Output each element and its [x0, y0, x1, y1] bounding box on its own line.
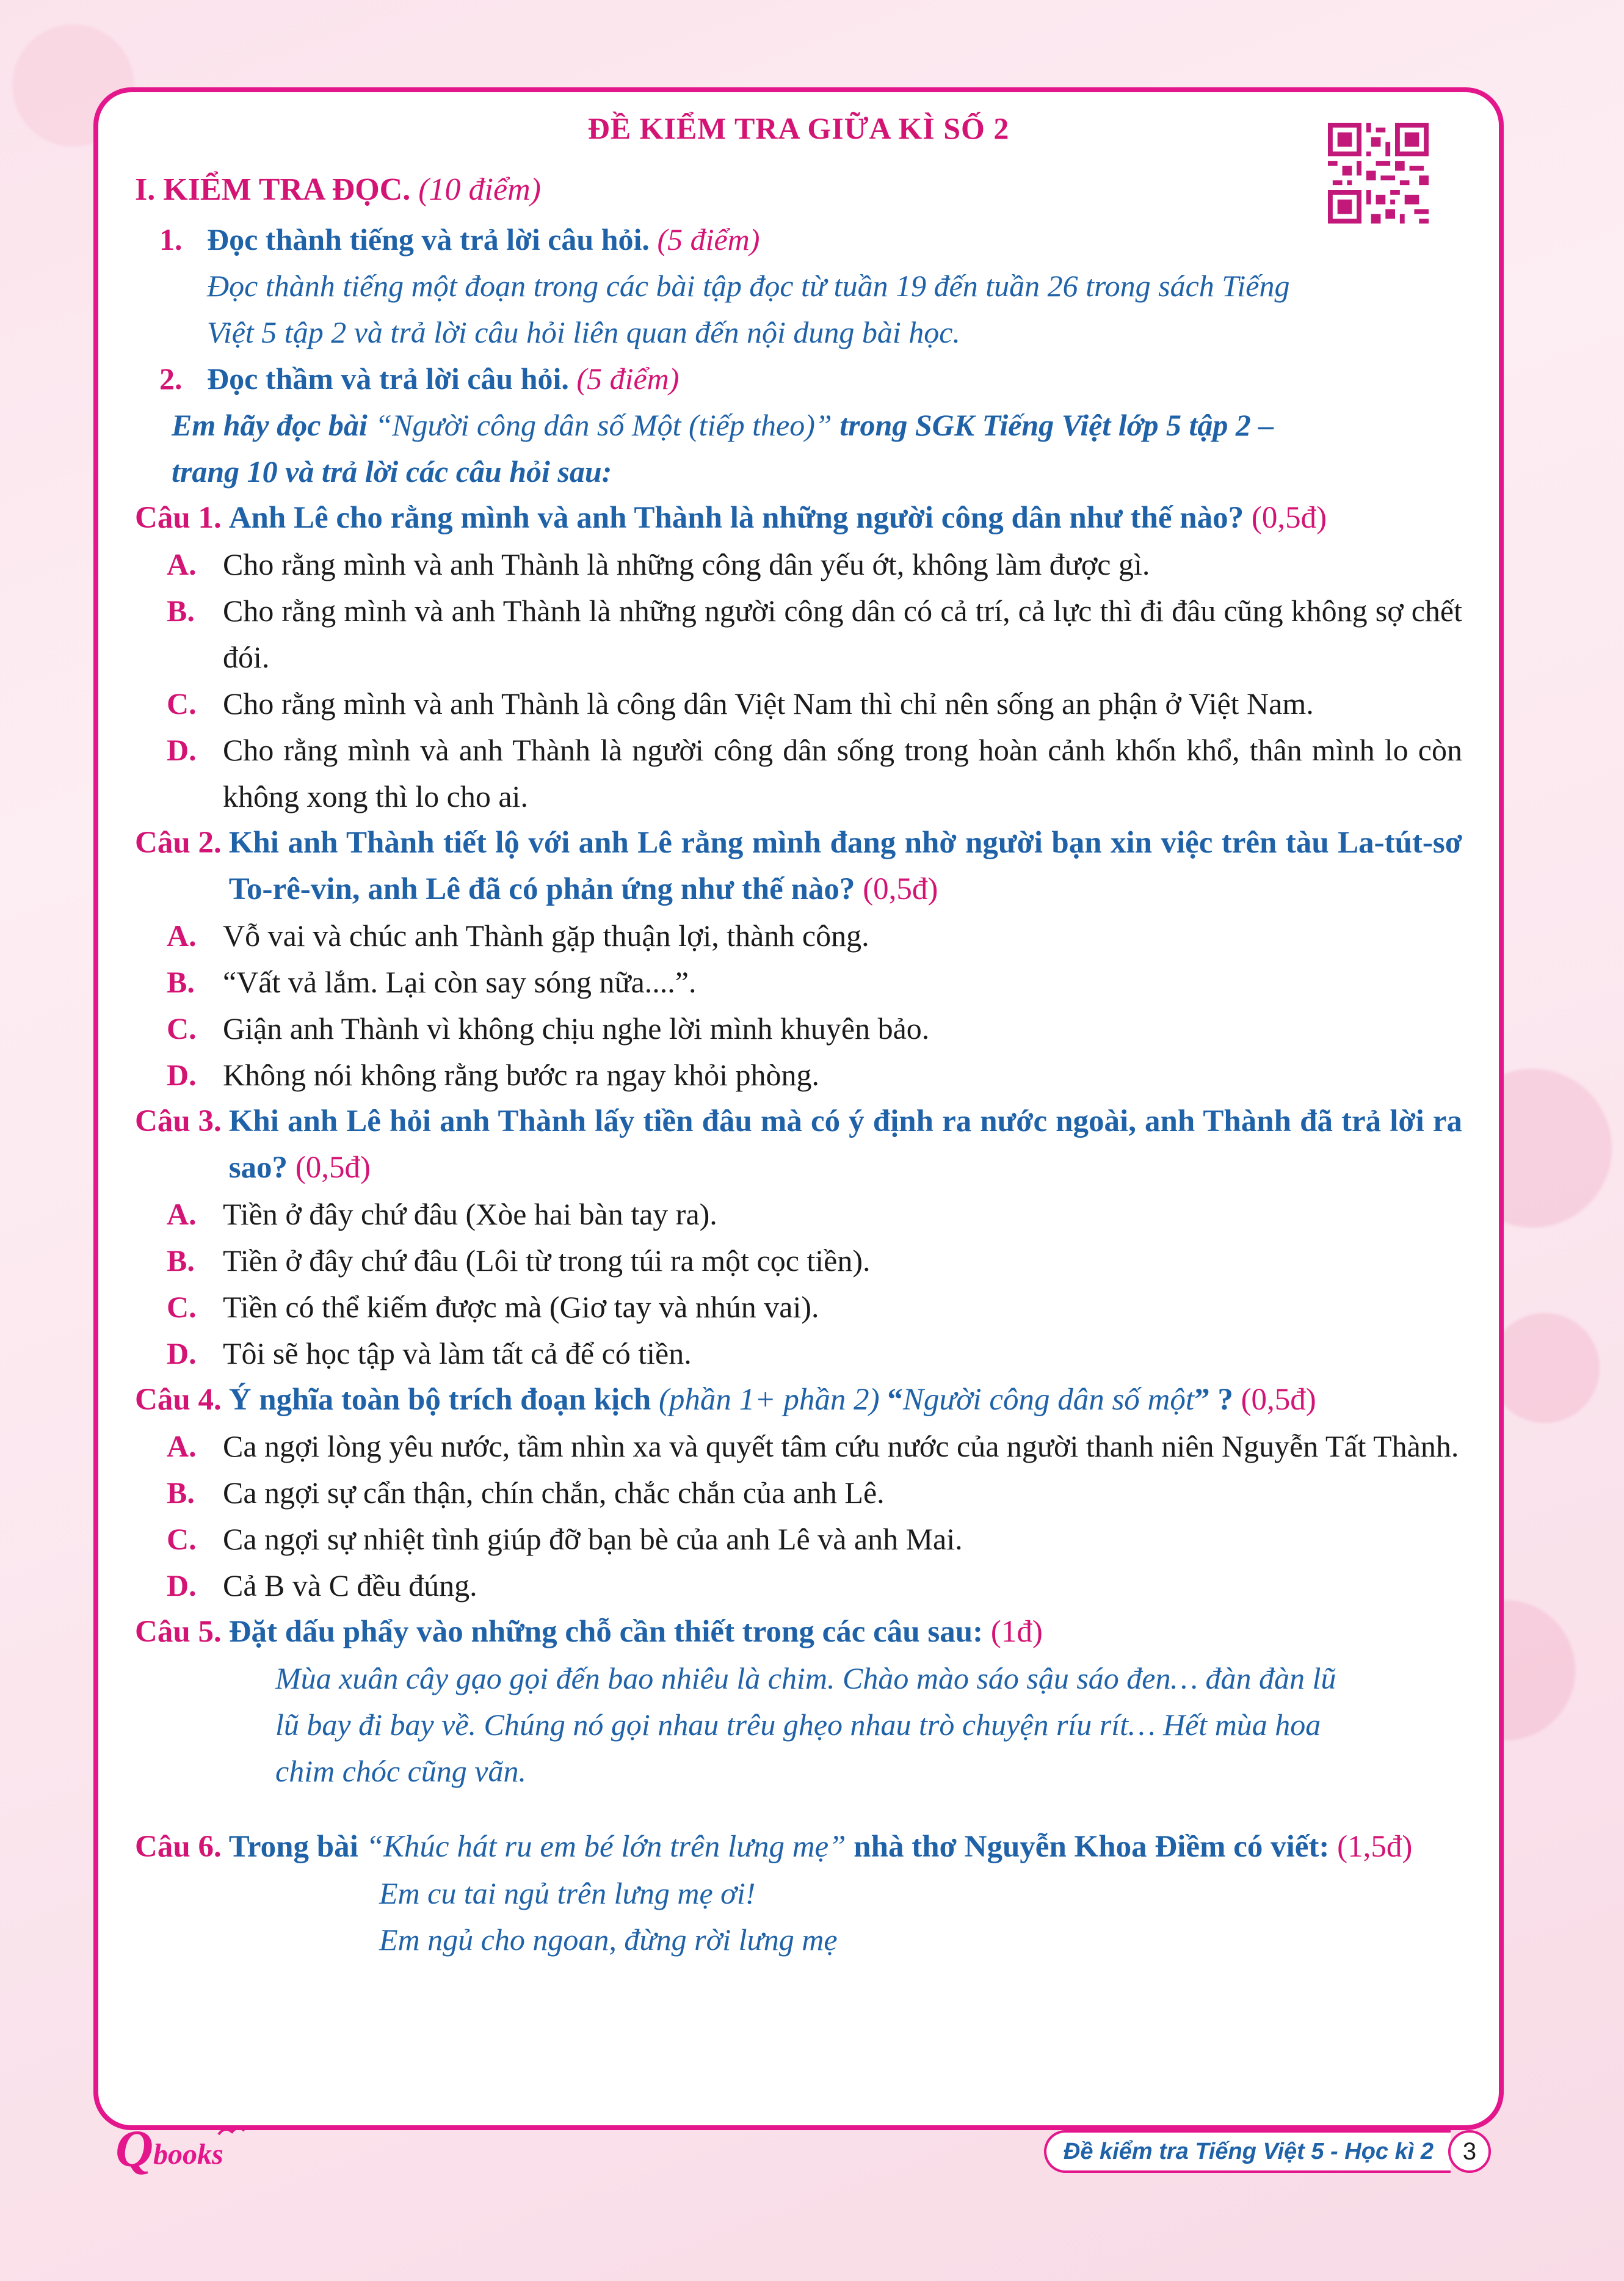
part2-heading: 2. Đọc thầm và trả lời câu hỏi. (5 điểm) [159, 362, 680, 396]
question-5-passage [135, 1655, 1462, 1794]
question-1-option-c[interactable]: C. Cho rằng mình và anh Thành là công dân Việt Nam thì chỉ nên sống an phận ở Việt Nam. [167, 686, 1314, 721]
question-1: Câu 1. Anh Lê cho rằng mình và anh Thành là những người công dân như thế nào? (0,5đ) [135, 501, 1327, 535]
question-2-option-d[interactable]: D. Không nói không rằng bước ra ngay khỏi phòng. [167, 1058, 820, 1092]
question-3-option-b[interactable]: B. Tiền ở đây chứ đâu (Lôi từ trong túi ra một cọc tiền). [167, 1243, 871, 1278]
part2-intro: Em hãy đọc bài “Người công dân số Một (tiếp theo)” trong SGK Tiếng Việt lớp 5 tập 2 – trang 10 và trả lời các câu hỏi sau: [172, 408, 1274, 489]
question-4-option-a[interactable]: A. Ca ngợi lòng yêu nước, tầm nhìn xa và quyết tâm cứu nước của người thanh niên Nguyễn Tất Thành. [167, 1429, 1459, 1463]
page-frame [93, 87, 1504, 2130]
question-3: Câu 3. Khi anh Lê hỏi anh Thành lấy tiền đâu mà có ý định ra nước ngoài, anh Thành đã trả lời ra sao? (0,5đ) [135, 1104, 1462, 1185]
logo-letter: Q [115, 2119, 154, 2178]
part1-instructions [135, 263, 1462, 355]
question-1-option-b[interactable]: B. Cho rằng mình và anh Thành là những người công dân có cả trí, cả lực thì đi đâu cũng không sợ chết đói. [167, 594, 1462, 674]
question-3-option-d[interactable]: D. Tôi sẽ học tập và làm tất cả để có tiền. [167, 1336, 692, 1370]
question-2-option-c[interactable]: C. Giận anh Thành vì không chịu nghe lời mình khuyên bảo. [167, 1011, 930, 1046]
part1-line: Đọc thành tiếng một đoạn trong các bài tập đọc từ tuần 19 đến tuần 26 trong sách Tiếng [207, 269, 1290, 303]
question-1-option-d[interactable]: D. Cho rằng mình và anh Thành là người công dân sống trong hoàn cảnh khốn khổ, thân mình lo còn không xong thì lo cho ai. [167, 733, 1462, 813]
poem-line: Em ngủ cho ngoan, đừng rời lưng mẹ [379, 1923, 838, 1957]
question-1-option-a[interactable]: A. Cho rằng mình và anh Thành là những công dân yếu ớt, không làm được gì. [167, 547, 1150, 581]
section-reading-heading: I. KIỂM TRA ĐỌC. (10 điểm) [135, 172, 541, 207]
question-4-option-b[interactable]: B. Ca ngợi sự cẩn thận, chín chắn, chắc chắn của anh Lê. [167, 1475, 885, 1510]
page-content [135, 106, 1462, 1963]
question-2-option-b[interactable]: B. “Vất vả lắm. Lại còn say sóng nữa....”. [167, 965, 697, 999]
qbooks-logo [112, 2116, 264, 2183]
part1-heading: 1. Đọc thành tiếng và trả lời câu hỏi. (5 điểm) [159, 222, 760, 256]
logo-wordmark: books [153, 2138, 223, 2170]
passage-line: chim chóc cũng vãn. [275, 1754, 526, 1788]
page-number: 3 [1448, 2130, 1491, 2173]
qr-code-icon[interactable] [1328, 123, 1429, 224]
question-2-option-a[interactable]: A. Vỗ vai và chúc anh Thành gặp thuận lợi, thành công. [167, 919, 869, 953]
part1-line: Việt 5 tập 2 và trả lời câu hỏi liên quan đến nội dung bài học. [207, 315, 960, 349]
poem-line: Em cu tai ngủ trên lưng mẹ ơi! [379, 1876, 756, 1910]
passage-line: lũ bay đi bay về. Chúng nó gọi nhau trêu ghẹo nhau trò chuyện ríu rít… Hết mùa hoa [275, 1708, 1321, 1742]
question-4: Câu 4. Ý nghĩa toàn bộ trích đoạn kịch (phần 1+ phần 2) “Người công dân số một” ? (0,5đ) [135, 1383, 1316, 1417]
question-6: Câu 6. Trong bài “Khúc hát ru em bé lớn trên lưng mẹ” nhà thơ Nguyễn Khoa Điềm có viết: (1,5đ) [135, 1830, 1413, 1864]
question-4-option-d[interactable]: D. Cả B và C đều đúng. [167, 1568, 477, 1603]
question-3-option-c[interactable]: C. Tiền có thể kiếm được mà (Giơ tay và nhún vai). [167, 1290, 819, 1324]
footer-book-title: Đề kiểm tra Tiếng Việt 5 - Học kì 2 [1044, 2130, 1451, 2173]
question-3-option-a[interactable]: A. Tiền ở đây chứ đâu (Xòe hai bàn tay ra). [167, 1197, 717, 1231]
passage-line: Mùa xuân cây gạo gọi đến bao nhiêu là chim. Chào mào sáo sậu sáo đen… đàn đàn lũ [275, 1661, 1336, 1695]
page-title: ĐỀ KIỂM TRA GIỮA KÌ SỐ 2 [587, 111, 1010, 145]
question-2: Câu 2. Khi anh Thành tiết lộ với anh Lê rằng mình đang nhờ người bạn xin việc trên tàu La-tút-sơ To-rê-vin, anh Lê đã có phản ứng như thế nào? (0,5đ) [135, 826, 1462, 906]
question-6-poem [135, 1870, 1462, 1963]
background-blossom [1490, 1313, 1600, 1423]
question-5: Câu 5. Đặt dấu phẩy vào những chỗ cần thiết trong các câu sau: (1đ) [135, 1615, 1043, 1649]
question-4-option-c[interactable]: C. Ca ngợi sự nhiệt tình giúp đỡ bạn bè của anh Lê và anh Mai. [167, 1522, 963, 1556]
footer-book-tag [1044, 2130, 1491, 2173]
